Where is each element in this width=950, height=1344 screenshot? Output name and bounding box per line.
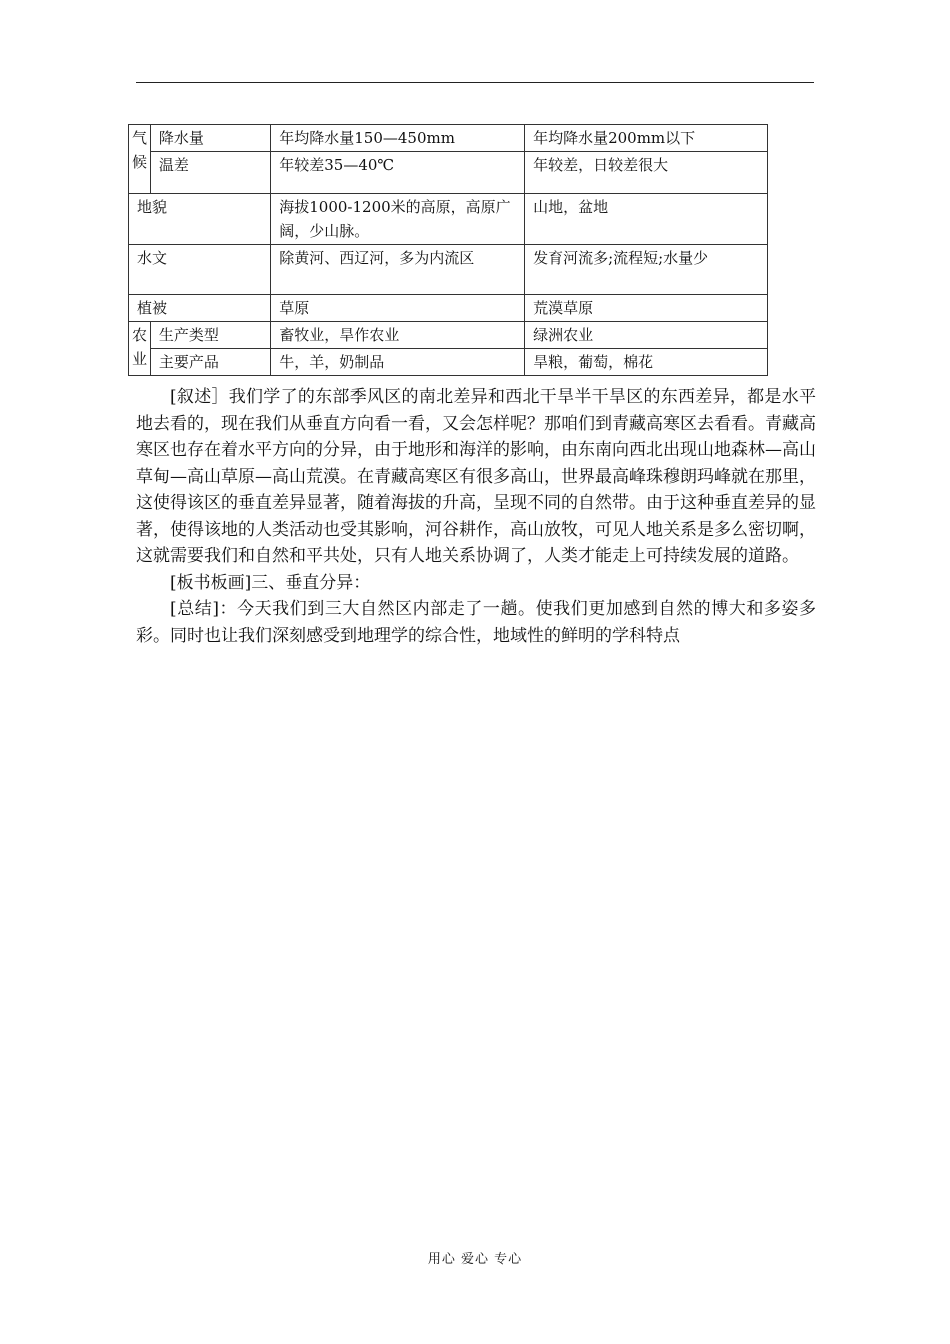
body-text bbox=[136, 384, 816, 649]
narrative-paragraph: [叙述］我们学了的东部季风区的南北差异和西北干旱半干旱区的东西差异，都是水平地去看的，现在我们从垂直方向看一看，又会怎样呢？那咱们到青藏高寒区去看看。青藏高寒区也存在着水平方向的分异，由于地形和海洋的影响，由东南向西北出现山地森林—高山草甸—高山草原—高山荒漠。在青藏高寒区有很多高山，世界最高峰珠穆朗玛峰就在那里，这使得该区的垂直差异显著，随着海拔的升高，呈现不同的自然带。由于这种垂直差异的显著，使得该地的人类活动也受其影响，河谷耕作，高山放牧，可见人地关系是多么密切啊，这就需要我们和自然和平共处，只有人地关系协调了，人类才能走上可持续发展的道路。 bbox=[136, 387, 816, 566]
row-label: 水文 bbox=[129, 245, 271, 295]
table-cell: 海拔1000-1200米的高原，高原广阔，少山脉。 bbox=[271, 194, 525, 245]
table-row bbox=[129, 125, 768, 152]
table-row bbox=[129, 322, 768, 349]
climate-group-label: 气 候 bbox=[129, 125, 151, 194]
table-row bbox=[129, 152, 768, 194]
row-label: 地貌 bbox=[129, 194, 271, 245]
table-cell: 年较差35—40℃ bbox=[271, 152, 525, 194]
table-cell: 除黄河、西辽河，多为内流区 bbox=[271, 245, 525, 295]
table-row bbox=[129, 245, 768, 295]
table-cell: 山地，盆地 bbox=[525, 194, 768, 245]
table-cell: 荒漠草原 bbox=[525, 295, 768, 322]
table-row bbox=[129, 295, 768, 322]
table-cell: 年均降水量200mm以下 bbox=[525, 125, 768, 152]
table-cell: 绿洲农业 bbox=[525, 322, 768, 349]
page-footer: 用心 爱心 专心 bbox=[427, 1252, 523, 1267]
agriculture-group-label: 农 业 bbox=[129, 322, 151, 376]
comparison-table bbox=[128, 124, 768, 376]
table-cell: 旱粮，葡萄，棉花 bbox=[525, 349, 768, 376]
table-cell: 年较差，日较差很大 bbox=[525, 152, 768, 194]
table-cell: 牛，羊，奶制品 bbox=[271, 349, 525, 376]
table-cell: 草原 bbox=[271, 295, 525, 322]
row-label: 植被 bbox=[129, 295, 271, 322]
table-cell: 畜牧业，旱作农业 bbox=[271, 322, 525, 349]
row-label: 温差 bbox=[150, 152, 270, 194]
table-row bbox=[129, 349, 768, 376]
summary-paragraph: [总结]：今天我们到三大自然区内部走了一趟。使我们更加感到自然的博大和多姿多彩。同时也让我们深刻感受到地理学的综合性，地域性的鲜明的学科特点 bbox=[136, 599, 816, 646]
row-label: 生产类型 bbox=[150, 322, 270, 349]
table-cell: 发育河流多;流程短;水量少 bbox=[525, 245, 768, 295]
table-row bbox=[129, 194, 768, 245]
board-heading: [板书板画]三、垂直分异： bbox=[170, 572, 371, 593]
header-rule bbox=[136, 82, 814, 83]
table-cell: 年均降水量150—450mm bbox=[271, 125, 525, 152]
row-label: 降水量 bbox=[150, 125, 270, 152]
row-label: 主要产品 bbox=[150, 349, 270, 376]
